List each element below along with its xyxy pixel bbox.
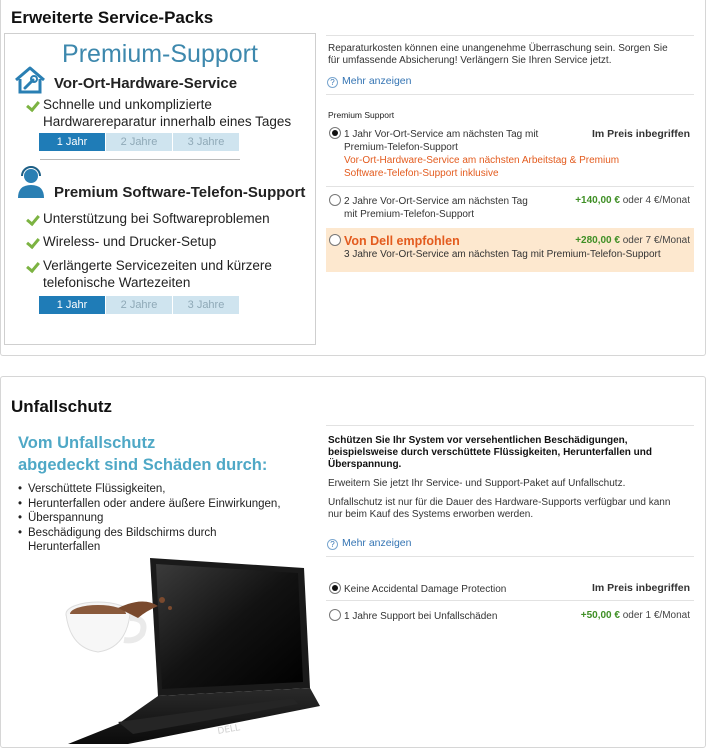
check-icon xyxy=(28,213,41,225)
option-1-year-accident[interactable] xyxy=(326,607,694,625)
panel-divider xyxy=(40,159,240,160)
accident-info-text: nur beim Kauf des Systems erworben werden. xyxy=(328,509,534,520)
check-icon xyxy=(28,99,41,111)
laptop-brand: DELL xyxy=(216,723,241,737)
accident-info-text: Erweitern Sie jetzt Ihr Service- und Support-Paket auf Unfallschutz. xyxy=(328,478,626,489)
year-option-3[interactable]: 3 Jahre xyxy=(173,296,239,314)
hardware-service-title: Vor-Ort-Hardware-Service xyxy=(54,75,238,92)
house-wrench-icon xyxy=(14,66,46,94)
option-label: 3 Jahre Vor-Ort-Service am nächsten Tag mit Premium-Telefon-Support xyxy=(344,249,661,260)
option-3-years-recommended[interactable] xyxy=(326,228,694,272)
year-option-2[interactable]: 2 Jahre xyxy=(106,133,172,151)
radio-button[interactable] xyxy=(329,582,341,594)
headset-support-icon xyxy=(16,166,46,198)
list-item: • Herunterfallen oder andere äußere Einwirkungen, xyxy=(18,497,281,512)
option-label: Keine Accidental Damage Protection xyxy=(344,584,507,595)
year-option-1[interactable]: 1 Jahr xyxy=(39,133,105,151)
option-1-year[interactable] xyxy=(326,126,694,184)
premium-support-title: Premium-Support xyxy=(62,40,258,68)
list-item: • Beschädigung des Bildschirms durch xyxy=(18,526,281,541)
accident-headline: Vom Unfallschutz xyxy=(18,434,156,452)
option-price: +280,00 € xyxy=(575,235,620,246)
option-price: Im Preis inbegriffen xyxy=(591,582,690,594)
list-item: • Überspannung xyxy=(18,511,281,526)
option-2-years[interactable] xyxy=(326,193,694,223)
option-monthly: oder 4 €/Monat xyxy=(622,195,690,206)
help-icon: ? xyxy=(327,77,338,88)
option-label: mit Premium-Telefon-Support xyxy=(344,209,475,220)
option-price: Im Preis inbegriffen xyxy=(591,128,690,140)
accident-info-bold: Schützen Sie Ihr System vor versehentlichen Beschädigungen, xyxy=(328,435,628,446)
radio-button[interactable] xyxy=(329,127,341,139)
accident-title: Unfallschutz xyxy=(11,397,113,416)
separator xyxy=(326,94,694,95)
option-note: Vor-Ort-Hardware-Service am nächsten Arbeitstag & Premium xyxy=(344,155,620,166)
option-monthly: oder 1 €/Monat xyxy=(622,610,690,621)
option-label: 2 Jahre Vor-Ort-Service am nächsten Tag xyxy=(344,196,528,207)
option-label: 1 Jahre Support bei Unfallschäden xyxy=(344,611,498,622)
hardware-feature: Hardwarereparatur innerhalb eines Tages xyxy=(43,114,292,129)
software-feature: Wireless- und Drucker-Setup xyxy=(43,234,217,249)
hardware-feature: Schnelle und unkomplizierte xyxy=(43,97,212,112)
separator xyxy=(326,35,694,36)
separator xyxy=(326,600,694,601)
check-icon xyxy=(28,236,41,248)
help-icon: ? xyxy=(327,539,338,550)
hardware-years-bar xyxy=(39,133,240,151)
more-link-label: Mehr anzeigen xyxy=(342,537,412,549)
radio-button[interactable] xyxy=(329,194,341,206)
service-packs-title: Erweiterte Service-Packs xyxy=(11,8,214,27)
software-support-title: Premium Software-Telefon-Support xyxy=(54,184,306,201)
separator xyxy=(326,425,694,426)
service-info-line: Reparaturkosten können eine unangenehme Überraschung sein. Sorgen Sie xyxy=(328,43,668,54)
accident-info-bold: Überspannung. xyxy=(328,459,402,470)
option-label: 1 Jahr Vor-Ort-Service am nächsten Tag mit xyxy=(344,129,539,140)
software-feature: Verlängerte Servicezeiten und kürzere xyxy=(43,258,272,273)
laptop-coffee-illustration xyxy=(58,556,320,744)
list-item-continued: Herunterfallen xyxy=(28,541,101,553)
separator xyxy=(326,186,694,187)
damage-list xyxy=(18,482,281,555)
premium-support-group-label: Premium Support xyxy=(328,110,395,120)
software-years-bar xyxy=(39,296,240,314)
year-option-1[interactable]: 1 Jahr xyxy=(39,296,105,314)
option-price: +140,00 € xyxy=(575,195,620,206)
check-icon xyxy=(28,260,41,272)
software-feature: Unterstützung bei Softwareproblemen xyxy=(43,211,270,226)
year-option-3[interactable]: 3 Jahre xyxy=(173,133,239,151)
more-link[interactable] xyxy=(327,537,411,550)
accident-info-bold: beispielsweise durch verschüttete Flüssigkeiten, Herunterfallen und xyxy=(328,447,652,458)
option-note: Software-Telefon-Support inklusive xyxy=(344,168,499,179)
separator xyxy=(326,556,694,557)
accident-headline: abgedeckt sind Schäden durch: xyxy=(18,456,268,474)
option-label: Premium-Telefon-Support xyxy=(344,142,458,153)
service-info-line: für umfassende Absicherung! Verlängern Sie Ihren Service jetzt. xyxy=(328,55,612,66)
option-price: +50,00 € xyxy=(580,610,620,621)
radio-button[interactable] xyxy=(329,234,341,246)
option-monthly: oder 7 €/Monat xyxy=(622,235,690,246)
recommended-label: Von Dell empfohlen xyxy=(344,234,460,248)
list-item: • Verschüttete Flüssigkeiten, xyxy=(18,482,281,497)
accident-info-text: Unfallschutz ist nur für die Dauer des Hardware-Supports verfügbar und kann xyxy=(328,497,671,508)
year-option-2[interactable]: 2 Jahre xyxy=(106,296,172,314)
more-link[interactable] xyxy=(327,75,411,88)
option-no-protection[interactable] xyxy=(326,580,694,598)
more-link-label: Mehr anzeigen xyxy=(342,75,412,87)
software-feature: telefonische Wartezeiten xyxy=(43,275,191,290)
radio-button[interactable] xyxy=(329,609,341,621)
